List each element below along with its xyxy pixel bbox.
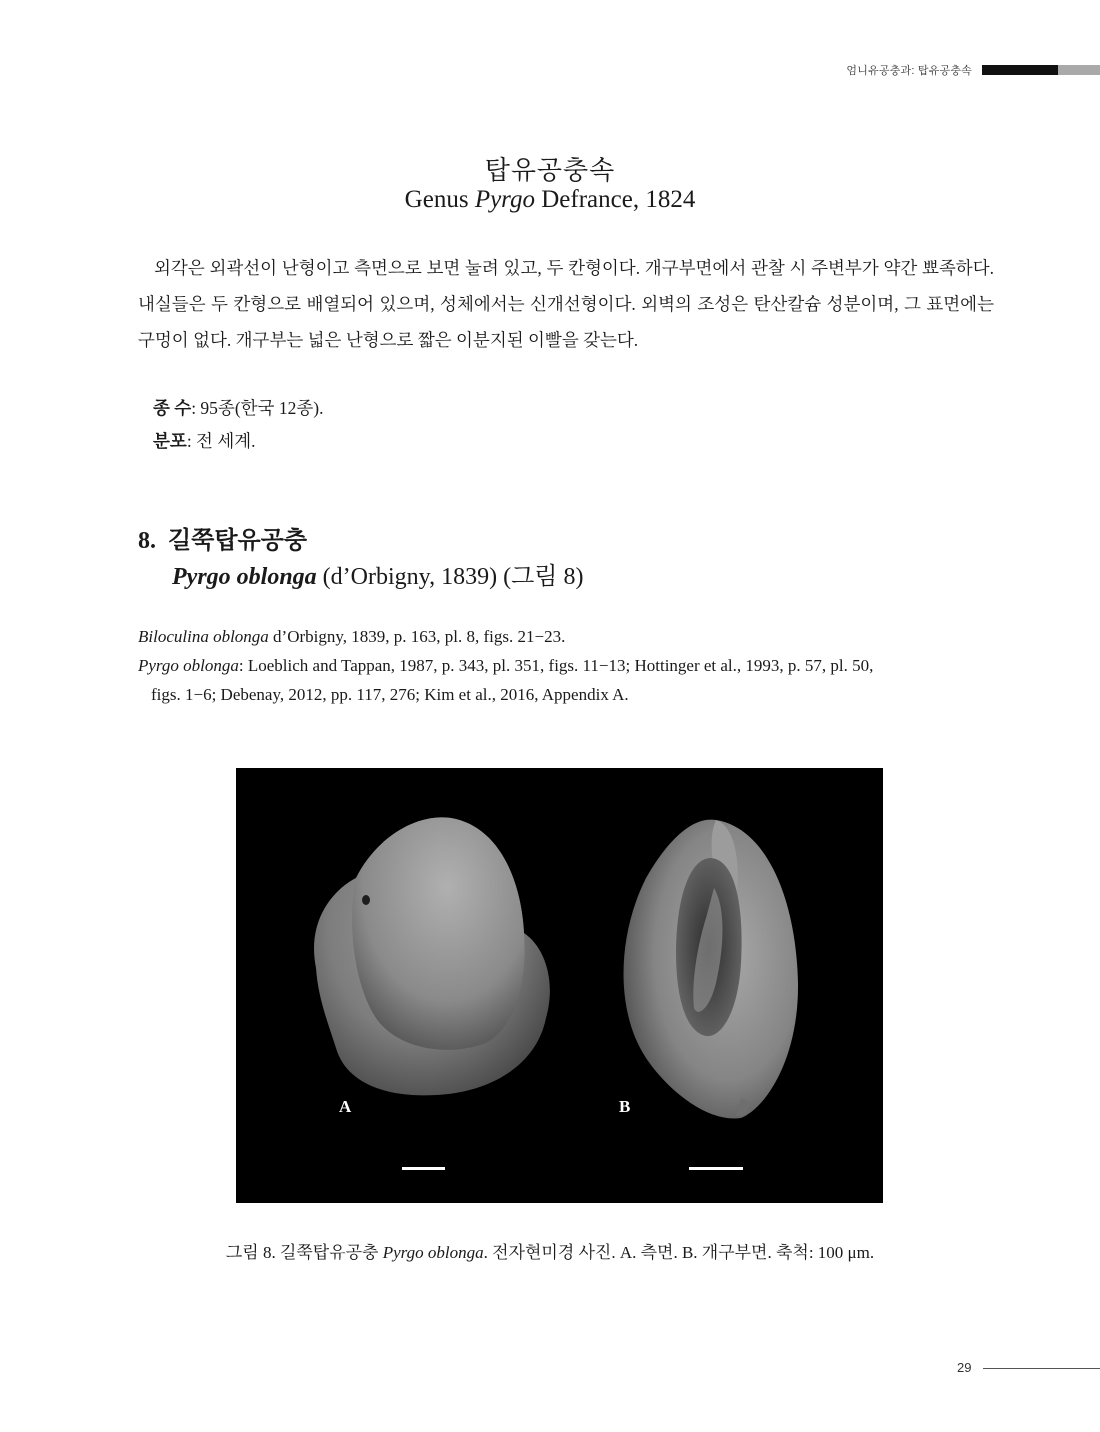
page-number-rule <box>983 1368 1100 1369</box>
genus-title-english <box>0 186 1100 214</box>
distribution-line <box>153 425 323 458</box>
species-count-line <box>153 392 323 425</box>
genus-prefix: Genus <box>404 186 475 213</box>
distribution-value: : 전 세계. <box>186 431 256 451</box>
genus-authority: Defrance, 1824 <box>534 186 696 213</box>
sem-figure <box>236 768 883 1203</box>
species-count-value: : 95종(한국 12종). <box>191 398 324 418</box>
figure-label-a: A <box>339 1097 352 1116</box>
caption-prefix: 그림 8. 길쭉탑유공충 <box>225 1243 383 1262</box>
page-number: 29 <box>957 1360 972 1375</box>
synonymy-entry-continued <box>138 680 998 709</box>
figure-label-b: B <box>619 1097 631 1116</box>
synonymy-entry <box>138 622 998 651</box>
genus-description: 외각은 외곽선이 난형이고 측면으로 보면 눌려 있고, 두 칸형이다. 개구부면에서 관찰 시 주변부가 약간 뾰족하다. 내실들은 두 칸형으로 배열되어 있으며, 성체에서는 신개선형이다. 외벽의 조성은 탄산칼슘 성분이며, 그 표면에는 구멍이 없다. 개구부는 넓은 난형으로 짧은 이분지된 이빨을 갖는다. <box>138 258 994 350</box>
synonym-reference: : Loeblich and Tappan, 1987, p. 343, pl. 351, figs. 11−13; Hottinger et al., 1993, p. 57, pl. 50, <box>238 656 874 675</box>
caption-scientific-name: Pyrgo oblonga <box>382 1243 484 1262</box>
synonymy-list <box>138 622 998 709</box>
specimen-b <box>624 820 799 1119</box>
sem-micrographs <box>236 768 883 1203</box>
genus-name: Pyrgo <box>474 186 535 213</box>
genus-title-korean: 탑유공충속 <box>484 156 616 185</box>
species-authority: (d’Orbigny, 1839) (그림 8) <box>316 564 584 590</box>
genus-facts <box>153 392 323 458</box>
species-heading: 8. 길쭉탑유공충 <box>138 528 308 554</box>
species-scientific-name: Pyrgo oblonga <box>172 564 317 590</box>
figure-caption <box>0 1238 1100 1263</box>
synonym-name: Biloculina oblonga <box>138 627 269 646</box>
species-count-label: 종 수 <box>153 398 192 418</box>
distribution-label: 분포 <box>153 431 187 451</box>
scale-bar-a <box>402 1167 445 1170</box>
species-subheading <box>172 556 583 591</box>
running-header <box>846 62 1100 78</box>
synonym-reference: figs. 1−6; Debenay, 2012, pp. 117, 276; Kim et al., 2016, Appendix A. <box>151 685 629 704</box>
header-bar-dark <box>982 65 1058 75</box>
synonym-reference: d’Orbigny, 1839, p. 163, pl. 8, figs. 21−23. <box>268 627 566 646</box>
synonym-name: Pyrgo oblonga <box>138 656 239 675</box>
synonymy-entry <box>138 651 998 680</box>
scale-bar-b <box>689 1167 743 1170</box>
running-title: 엄니유공충과: 탑유공충속 <box>846 65 972 77</box>
caption-suffix: . 전자현미경 사진. A. 측면. B. 개구부면. 축척: 100 μm. <box>483 1243 875 1262</box>
specimen-a <box>314 817 550 1095</box>
header-bar-light <box>1058 65 1100 75</box>
